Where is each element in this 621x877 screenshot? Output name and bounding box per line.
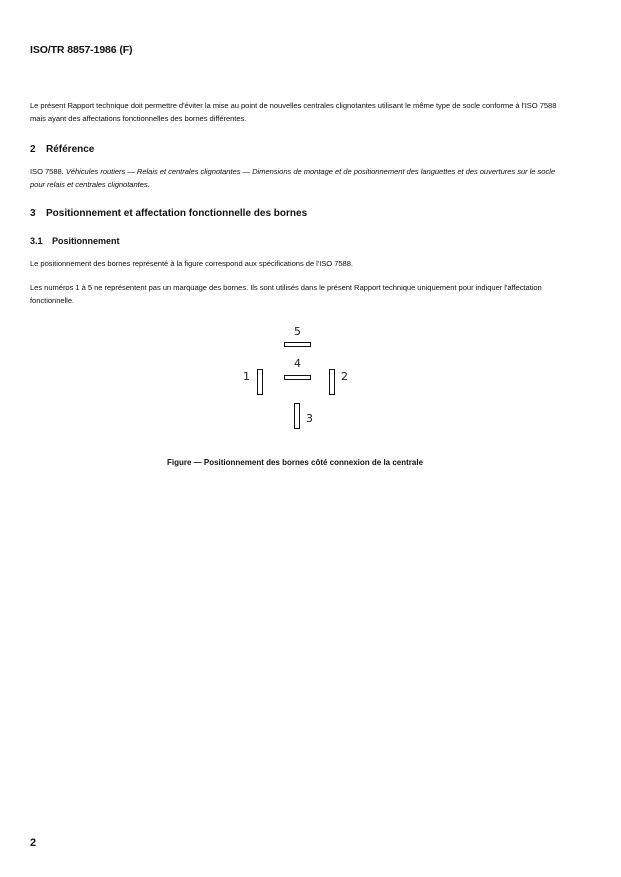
figure-caption: Figure — Positionnement des bornes côté connexion de la centrale (166, 458, 424, 467)
terminal-5-label: 5 (294, 325, 301, 338)
reference-title: Véhicules routiers — Relais et centrales clignotantes — Dimensions de montage et de positionnement des languettes et des ouvertures sur le socle pour relais et centrales clignotantes. (30, 167, 556, 189)
terminal-2-label: 2 (341, 370, 348, 383)
intro-paragraph: Le présent Rapport technique doit permettre d'éviter la mise au point de nouvelles centrales clignotantes utilisant le même type de socle conforme à l'ISO 7588 mais ayant des affectations fonctionnelles des bornes différentes. (30, 101, 557, 123)
terminal-4 (284, 375, 311, 380)
section-2-heading (30, 144, 94, 155)
page-number: 2 (30, 837, 37, 849)
document-header: ISO/TR 8857-1986 (F) (30, 44, 133, 56)
terminal-3-label: 3 (306, 412, 313, 425)
positioning-paragraph-1: Le positionnement des bornes représenté à la figure correspond aux spécifications de l'ISO 7588. (30, 259, 353, 268)
positioning-paragraph-2: Les numéros 1 à 5 ne représentent pas un marquage des bornes. Ils sont utilisés dans le présent Rapport technique uniquement pour indiquer l'affectation fonctionnelle. (30, 283, 542, 305)
terminal-4-label: 4 (294, 357, 301, 370)
terminal-1-label: 1 (243, 370, 250, 383)
section-2-title: Référence (46, 144, 95, 155)
subsection-3-1-number: 3.1 (30, 236, 43, 246)
section-2-number: 2 (30, 144, 36, 155)
terminal-5 (284, 342, 311, 347)
terminal-3 (294, 403, 300, 429)
reference-paragraph (30, 166, 570, 191)
subsection-3-1-heading (30, 236, 120, 246)
terminal-1 (257, 369, 263, 395)
terminal-2 (329, 369, 335, 395)
section-3-title: Positionnement et affectation fonctionnelle des bornes (46, 208, 308, 219)
subsection-3-1-title: Positionnement (52, 236, 120, 246)
section-3-number: 3 (30, 208, 36, 219)
reference-code: ISO 7588. (30, 167, 64, 176)
terminal-layout-figure (230, 322, 360, 434)
section-3-heading (30, 208, 307, 219)
